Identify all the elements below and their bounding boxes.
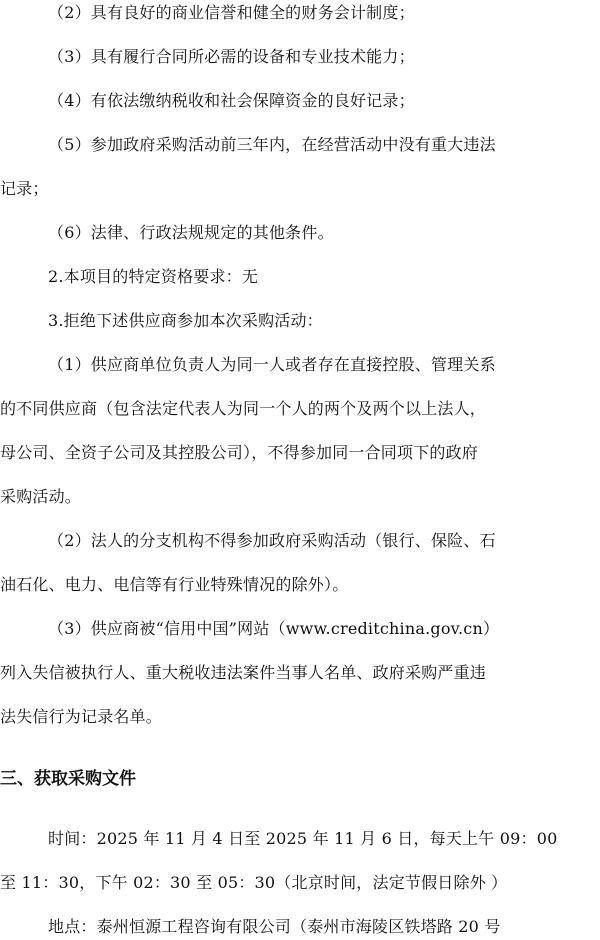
requirement-item-4: （4）有依法缴纳税收和社会保障资金的良好记录； — [48, 91, 415, 110]
section-heading: 三、获取采购文件 — [0, 769, 136, 789]
rejection-item-2-line-2: 油石化、电力、电信等有行业特殊情况的除外）。 — [0, 575, 349, 594]
rejection-item-3: （3）供应商被“信用中国”网站（www.creditchina.gov.cn） — [48, 619, 500, 638]
time-line-2: 至 11：30，下午 02：30 至 05：30（北京时间，法定节假日除外 ） — [0, 873, 508, 892]
requirement-item-2: （2）具有良好的商业信誉和健全的财务会计制度； — [48, 3, 415, 22]
requirement-item-5-continued: 记录； — [0, 179, 49, 198]
requirement-item-3: （3）具有履行合同所必需的设备和专业技术能力； — [48, 47, 415, 66]
rejection-intro: 3.拒绝下述供应商参加本次采购活动： — [48, 311, 323, 330]
rejection-item-1-line-2: 的不同供应商（包含法定代表人为同一个人的两个及两个以上法人， — [0, 399, 487, 418]
requirement-item-5: （5）参加政府采购活动前三年内，在经营活动中没有重大违法 — [48, 135, 496, 154]
requirement-item-6: （6）法律、行政法规规定的其他条件。 — [48, 223, 334, 242]
specific-qualification: 2.本项目的特定资格要求：无 — [48, 267, 259, 286]
location-line: 地点：泰州恒源工程咨询有限公司（泰州市海陵区铁塔路 20 号 — [48, 917, 501, 936]
rejection-item-1-line-4: 采购活动。 — [0, 487, 82, 506]
time-line-1: 时间：2025 年 11 月 4 日至 2025 年 11 月 6 日，每天上午 09：00 — [48, 829, 558, 848]
rejection-item-1: （1）供应商单位负责人为同一人或者存在直接控股、管理关系 — [48, 355, 496, 374]
rejection-item-1-line-3: 母公司、全资子公司及其控股公司），不得参加同一合同项下的政府 — [0, 443, 479, 462]
rejection-item-3-line-3: 法失信行为记录名单。 — [0, 707, 163, 726]
rejection-item-3-line-2: 列入失信被执行人、重大税收违法案件当事人名单、政府采购严重违 — [0, 663, 487, 682]
rejection-item-2: （2）法人的分支机构不得参加政府采购活动（银行、保险、石 — [48, 531, 496, 550]
